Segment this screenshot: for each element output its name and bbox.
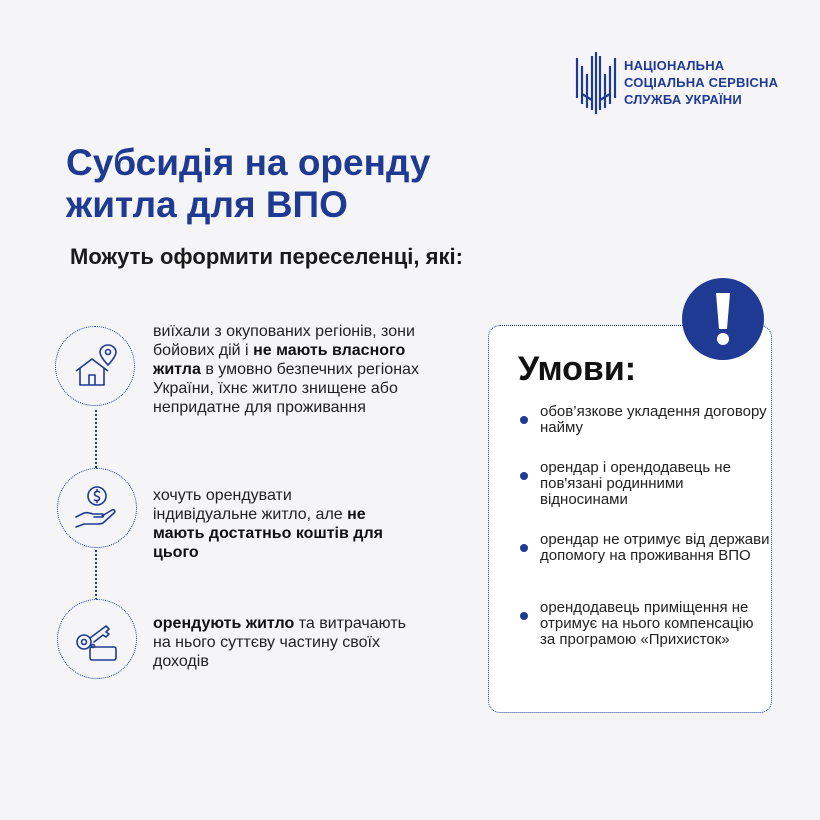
page-title-line1: Субсидія на оренду xyxy=(66,142,431,183)
item-text-3 xyxy=(153,614,423,671)
org-name-line1: НАЦІОНАЛЬНА xyxy=(624,57,725,73)
item-icon-circle-2 xyxy=(57,468,137,548)
org-emblem-icon xyxy=(574,48,618,116)
page-title-line2: житла для ВПО xyxy=(66,184,348,225)
item-1-text-a: виїхали з окупованих регіонів, зони бойових дій і xyxy=(153,323,415,359)
condition-text-2: орендар і орендодавець не пов'язані родинними відносинами xyxy=(540,459,731,508)
item-1-text-b: в умовно безпечних регіонах України, їхнє житло знищене або непридатне для проживання xyxy=(153,361,419,416)
item-3-text-bold: орендують житло xyxy=(153,615,295,632)
hand-coin-icon xyxy=(72,483,122,533)
condition-item-3 xyxy=(520,532,770,564)
condition-text-1: обов’язкове укладення договору найму xyxy=(540,403,767,436)
page-title xyxy=(66,142,526,226)
org-name-line3: СЛУЖБА УКРАЇНИ xyxy=(624,91,742,107)
condition-item-2 xyxy=(520,460,770,508)
org-name xyxy=(624,57,778,108)
condition-text-3: орендар не отримує від держави допомогу на проживання ВПО xyxy=(540,531,770,564)
key-icon xyxy=(72,614,122,664)
org-name-line2: СОЦІАЛЬНА СЕРВІСНА xyxy=(624,74,779,90)
exclamation-icon xyxy=(711,291,735,347)
item-1-text-bold: не мають власного житла xyxy=(153,342,406,378)
item-3-text-b: та витрачають на нього суттєву частину своїх доходів xyxy=(153,615,406,670)
item-text-2 xyxy=(153,486,393,562)
conditions-title: Умови: xyxy=(518,350,637,388)
condition-item-4 xyxy=(520,600,770,648)
condition-item-1 xyxy=(520,404,770,436)
house-location-icon xyxy=(70,341,120,391)
org-logo xyxy=(574,48,778,116)
alert-badge xyxy=(682,278,764,360)
subtitle: Можуть оформити переселенці, які: xyxy=(70,244,463,269)
item-2-text-bold: не мають достатньо коштів для цього xyxy=(153,506,383,561)
item-text-1 xyxy=(153,322,423,417)
bullet-icon xyxy=(520,544,528,552)
bullet-icon xyxy=(520,416,528,424)
item-icon-circle-3 xyxy=(57,599,137,679)
condition-text-4: орендодавець приміщення не отримує на нього компенсацію за програмою «Прихисток» xyxy=(540,599,754,648)
bullet-icon xyxy=(520,472,528,480)
bullet-icon xyxy=(520,612,528,620)
item-icon-circle-1 xyxy=(55,326,135,406)
item-2-text-a: хочуть орендувати індивідуальне житло, але xyxy=(153,487,348,523)
